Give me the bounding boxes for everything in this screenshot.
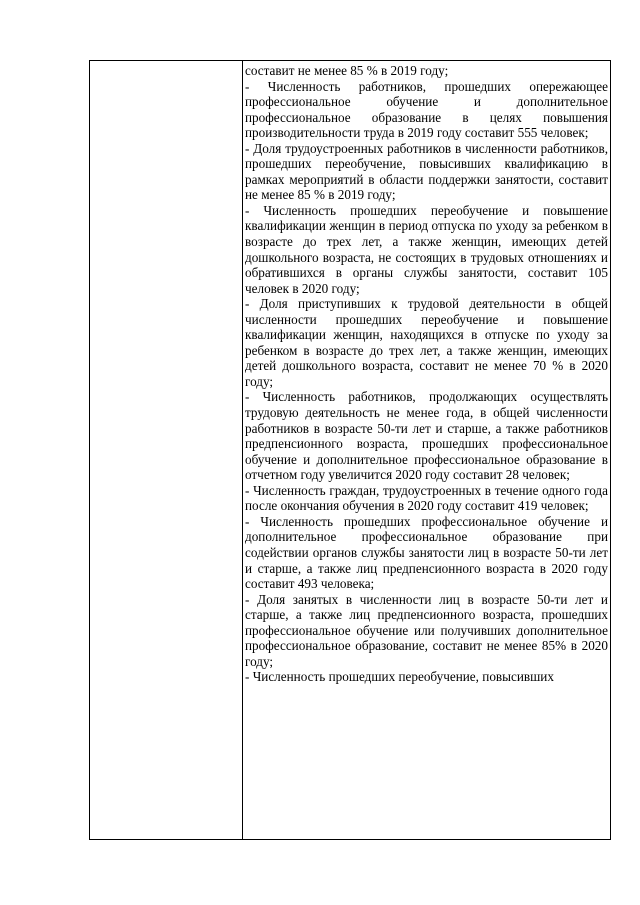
paragraph-5: - Доля приступивших к трудовой деятельности в общей численности прошедших переобучение и повышение квалификации женщин, находящихся в отпуске по уходу за ребенком в возрасте до трех лет, а также женщин, имеющих детей дошкольного возраста, составит не менее 70 % в 2020 году; xyxy=(245,296,608,389)
column-divider xyxy=(242,61,243,839)
table-cell-left xyxy=(90,61,242,839)
paragraph-1: составит не менее 85 % в 2019 году; xyxy=(245,63,449,78)
paragraph-6: - Численность работников, продолжающих осуществлять трудовую деятельность не менее года, в общей численности работников в возрасте 50-ти лет и старше, а также работников предпенсионного возраста, прошедших профессиональное обучение и дополнительное профессиональное образование в отчетном году увеличится 2020 году составит 28 человек; xyxy=(245,389,608,483)
paragraph-7: - Численность граждан, трудоустроенных в течение одного года после окончания обучения в 2020 году составит 419 человек; xyxy=(245,482,608,514)
paragraph-3: - Доля трудоустроенных работников в численности работников, прошедших переобучение, повысивших квалификацию в рамках мероприятий в области поддержки занятости, составит не менее 85 % в 2019 году; xyxy=(245,140,608,203)
content-table xyxy=(89,60,611,840)
paragraph-4: - Численность прошедших переобучение и повышение квалификации женщин в период отпуска по уходу за ребенком в возрасте до трех лет, а также женщин, имеющих детей дошкольного возраста, не состоящих в трудовых отношениях и обратившихся в органы службы занятости, составит 105 человек в 2020 году; xyxy=(245,202,608,296)
paragraph-8: - Численность прошедших профессиональное обучение и дополнительное профессиональное образование при содействии органов службы занятости лиц в возрасте 50-ти лет и старше, а также лиц предпенсионного возраста в 2020 году составит 493 человека; xyxy=(245,513,608,592)
table-cell-right xyxy=(245,63,608,837)
paragraph-9: - Доля занятых в численности лиц в возрасте 50-ти лет и старше, а также лиц предпенсионного возраста, прошедших профессиональное обучение или получивших дополнительное профессиональное образование, составит не менее 85% в 2020 году; xyxy=(245,591,608,669)
paragraph-10: - Численность прошедших переобучение, повысивших xyxy=(245,669,554,685)
paragraph-2: - Численность работников, прошедших опережающее профессиональное обучение и дополнительное профессиональное образование в целях повышения производительности труда в 2019 году составит 555 человек; xyxy=(245,78,608,141)
